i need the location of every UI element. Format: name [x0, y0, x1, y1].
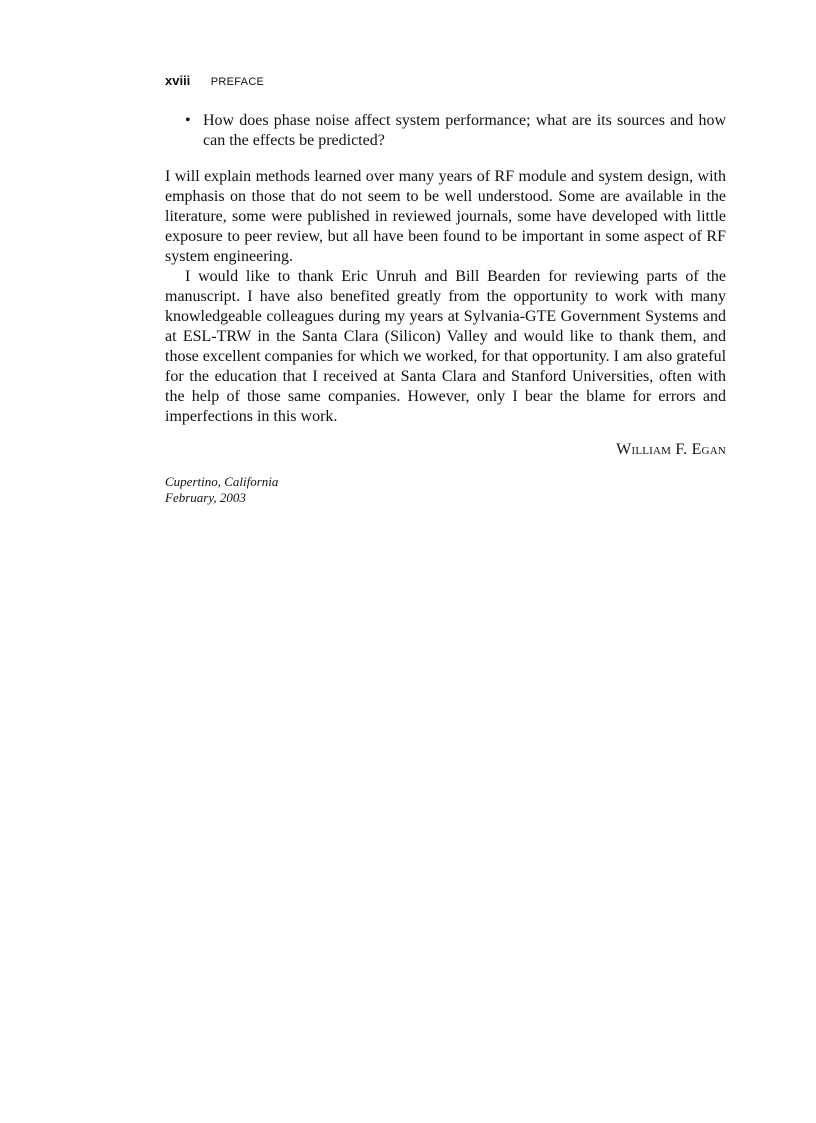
document-page [165, 70, 726, 506]
author-signature: William F. Egan [616, 441, 726, 458]
body-paragraph-acknowledgments: I would like to thank Eric Unruh and Bill Bearden for reviewing parts of the manuscript. I have also benefited greatly from the opportunity to work with many knowledgeable colleagues during my years at Sylvania-GTE Government Systems and at ESL-TRW in the Santa Clara (Silicon) Valley and would like to thank them, and those excellent companies for which we worked, for that opportunity. I am also grateful for the education that I received at Santa Clara and Stanford Universities, often with the help of those same companies. However, only I bear the blame for errors and imperfections in this work. [165, 268, 727, 425]
running-header [165, 70, 726, 92]
place-line: Cupertino, California [165, 474, 279, 489]
section-title: PREFACE [210, 76, 265, 88]
bullet-text: How does phase noise affect system performance; what are its sources and how can the effects be predicted? [203, 112, 726, 149]
bullet-list-item [165, 111, 726, 151]
page-number: xviii [165, 73, 191, 88]
bullet-icon: • [185, 112, 191, 129]
date-line: February, 2003 [165, 490, 246, 505]
place-and-date [165, 474, 726, 506]
body-paragraph-methods: I will explain methods learned over many years of RF module and system design, with emphasis on those that do not seem to be well understood. Some are available in the literature, some were published in reviewed journals, some have developed with little exposure to peer review, but all have been found to be important in some aspect of RF system engineering. [165, 168, 726, 265]
